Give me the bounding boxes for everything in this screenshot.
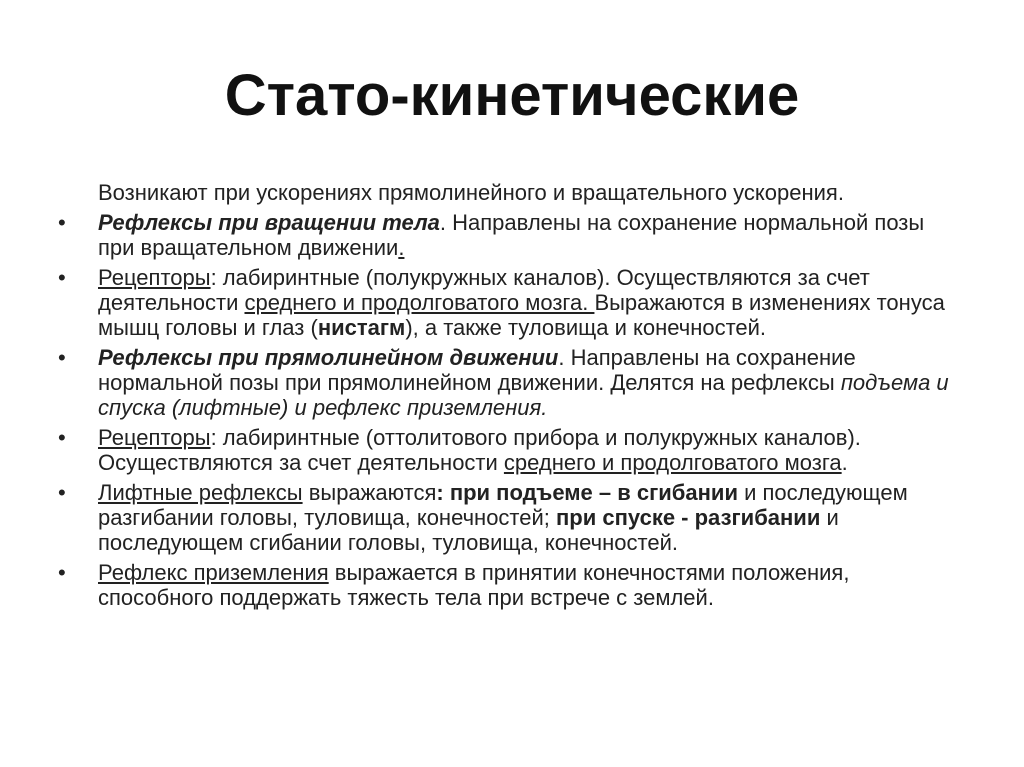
linear-reflexes-types: подъема и спуска (лифтные) и рефлекс приземления. bbox=[98, 370, 949, 420]
nystagmus-term: нистагм bbox=[317, 315, 406, 340]
rotation-reflexes-end: . bbox=[398, 235, 405, 260]
list-item-landing-reflex bbox=[58, 560, 958, 610]
lift-up-flexion: : при подъеме – в сгибании bbox=[436, 480, 738, 505]
bullet-icon: • bbox=[58, 210, 66, 235]
lift-reflexes-text-part2: и последующем разгибании головы, туловища, конечностей; bbox=[98, 480, 908, 530]
lift-reflexes-text-part3: и последующем сгибании головы, туловища, конечностей. bbox=[98, 505, 839, 555]
bullet-icon: • bbox=[58, 560, 66, 585]
intro-paragraph bbox=[58, 180, 958, 205]
landing-reflex-label: Рефлекс приземления bbox=[98, 560, 329, 585]
linear-reflexes-term: Рефлексы при прямолинейном движении bbox=[98, 345, 559, 370]
intro-text: Возникают при ускорениях прямолинейного и вращательного ускорения. bbox=[98, 180, 844, 205]
rotation-reflexes-text: . Направлены на сохранение нормальной позы при вращательном движении bbox=[98, 210, 925, 260]
list-item-receptors-otolith bbox=[58, 425, 958, 475]
list-item-rotation-reflexes bbox=[58, 210, 958, 260]
receptors-text-part2: Выражаются в изменениях тонуса мышц головы и глаз ( bbox=[98, 290, 945, 340]
otolith-brain-link: среднего и продолговатого мозга bbox=[503, 450, 842, 475]
receptors-label: Рецепторы bbox=[98, 265, 211, 290]
slide-content-list bbox=[58, 180, 958, 615]
list-item-lift-reflexes bbox=[58, 480, 958, 555]
receptors-text-part1: : лабиринтные (полукружных каналов). Осуществляются за счет деятельности bbox=[98, 265, 870, 315]
bullet-icon: • bbox=[58, 345, 66, 370]
lift-reflexes-label: Лифтные рефлексы bbox=[98, 480, 303, 505]
bullet-icon: • bbox=[58, 425, 66, 450]
list-item-linear-reflexes bbox=[58, 345, 958, 420]
slide-title: Стато-кинетические bbox=[224, 63, 800, 128]
receptors-otolith-end: . bbox=[841, 450, 848, 475]
lift-down-extension: при спуске - разгибании bbox=[556, 505, 821, 530]
receptors-text-part3: ), а также туловища и конечностей. bbox=[405, 315, 767, 340]
receptors-otolith-text: : лабиринтные (оттолитового прибора и полукружных каналов). Осуществляются за счет деятельности bbox=[98, 425, 861, 475]
midbrain-medulla-link: среднего и продолговатого мозга. bbox=[244, 290, 595, 315]
bullet-icon: • bbox=[58, 265, 66, 290]
list-item-receptors-semicircular bbox=[58, 265, 958, 340]
bullet-icon: • bbox=[58, 480, 66, 505]
rotation-reflexes-term: Рефлексы при вращении тела bbox=[98, 210, 440, 235]
landing-reflex-text: выражается в принятии конечностями положения, способного поддержать тяжесть тела при встрече с землей. bbox=[98, 560, 850, 610]
receptors-otolith-label: Рецепторы bbox=[98, 425, 211, 450]
linear-reflexes-text: . Направлены на сохранение нормальной позы при прямолинейном движении. Делятся на рефлексы bbox=[98, 345, 856, 395]
lift-reflexes-text-part1: выражаются bbox=[302, 480, 437, 505]
